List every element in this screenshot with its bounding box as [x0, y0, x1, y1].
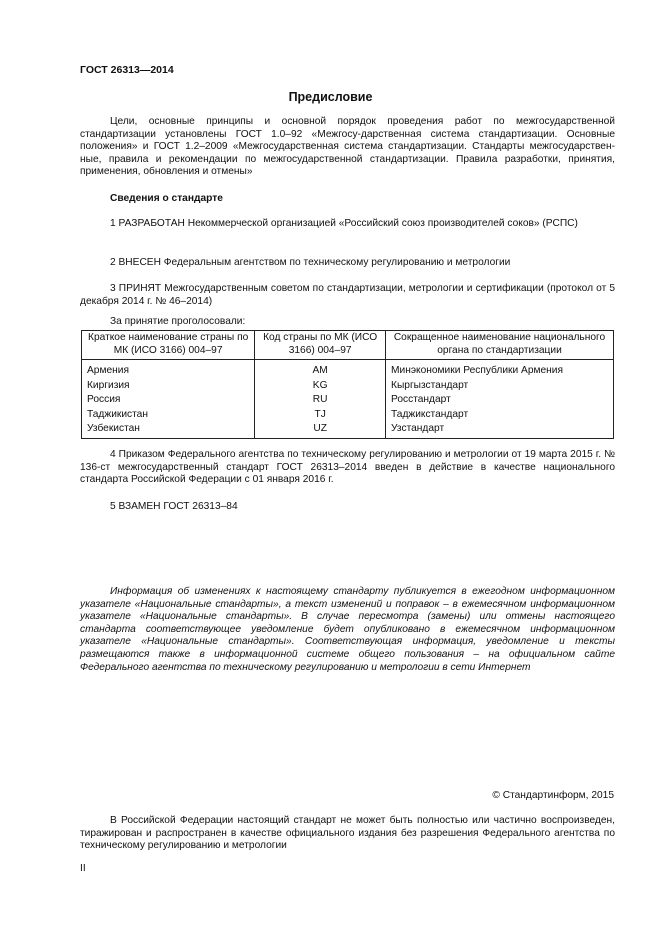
document-id-header: ГОСТ 26313—2014 [80, 64, 174, 76]
changes-notice: Информация об изменениях к настоящему стандарту публикуется в ежегодном информационном указателе «Национальные стандарты», а текст изменений и поправок – в ежемесячном информационном указателе «Национальные стандарты». В случае пересмотра (замены) или отмены настоящего стандарта соответствующее уведомление будет опубликовано в ежемесячном информационном указателе «Национальные стандарты». Соответствующая информация, уведомление и тексты размещаются также в информационной системе общего пользования – на официальном сайте Федерального агентства по техническому регулированию и метрологии в сети Интернет [80, 586, 615, 673]
legal-notice: В Российской Федерации настоящий стандарт не может быть полностью или частично воспроизведен, тиражирован и распространен в качестве официального издания без разрешения Федерального агентства по техническому регулированию и метрологии [80, 815, 615, 852]
country-cell: Таджикистан [82, 408, 255, 423]
item-enacted: 4 Приказом Федерального агентства по техническому регулированию и метрологии от 19 марта 2015 г. № 136-ст межгосударственный стандарт ГОСТ 26313–2014 введен в действие в качестве национального стандарта Российской Федерации с 01 января 2016 г. [80, 449, 615, 486]
table-row [82, 360, 614, 379]
table-row [82, 408, 614, 423]
item-adopted: 3 ПРИНЯТ Межгосударственным советом по стандартизации, метрологии и сертификации (протокол от 5 декабря 2014 г. № 46–2014) [80, 283, 615, 307]
foreword-title: Предисловие [288, 90, 373, 104]
page-number: II [80, 863, 86, 874]
foreword-intro-paragraph: Цели, основные принципы и основной порядок проведения работ по межгосударственной стандартизации установлены ГОСТ 1.0–92 «Межгосу-дарственная система стандартизации. Основные положения» и ГОСТ 1.2–2009 «Межгосударственная система стандартизации. Стандарты межгосударствен-ные, правила и рекомендации по межгосударственной стандартизации. Правила разработки, принятия, применения, обновления и отмены» [80, 116, 615, 178]
table-row [82, 393, 614, 408]
country-cell: Киргизия [82, 379, 255, 394]
item-developed: 1 РАЗРАБОТАН Некоммерческой организацией «Российский союз производителей соков» (РСПС) [110, 218, 578, 229]
voting-countries-table [81, 330, 614, 439]
body-cell: Узстандарт [386, 422, 614, 438]
header-national-body: Сокращенное наименование национального органа по стандартизации [386, 331, 614, 360]
copyright-line: © Стандартинформ, 2015 [492, 790, 614, 801]
standard-info-heading: Сведения о стандарте [110, 193, 223, 204]
body-cell: Таджикстандарт [386, 408, 614, 423]
body-cell: Росстандарт [386, 393, 614, 408]
table-row [82, 379, 614, 394]
header-country: Краткое наименование страны по МК (ИСО 3166) 004–97 [82, 331, 255, 360]
voted-label: За принятие проголосовали: [110, 316, 246, 327]
code-cell: RU [255, 393, 386, 408]
body-cell: Минэкономики Республики Армения [386, 360, 614, 379]
code-cell: TJ [255, 408, 386, 423]
code-cell: AM [255, 360, 386, 379]
country-cell: Узбекистан [82, 422, 255, 438]
country-cell: Армения [82, 360, 255, 379]
country-cell: Россия [82, 393, 255, 408]
table-row [82, 422, 614, 438]
code-cell: UZ [255, 422, 386, 438]
code-cell: KG [255, 379, 386, 394]
table-header-row [82, 331, 614, 360]
body-cell: Кыргызстандарт [386, 379, 614, 394]
item-introduced: 2 ВНЕСЕН Федеральным агентством по техническому регулированию и метрологии [110, 257, 511, 268]
header-code: Код страны по МК (ИСО 3166) 004–97 [255, 331, 386, 360]
item-replaces: 5 ВЗАМЕН ГОСТ 26313–84 [110, 501, 238, 512]
